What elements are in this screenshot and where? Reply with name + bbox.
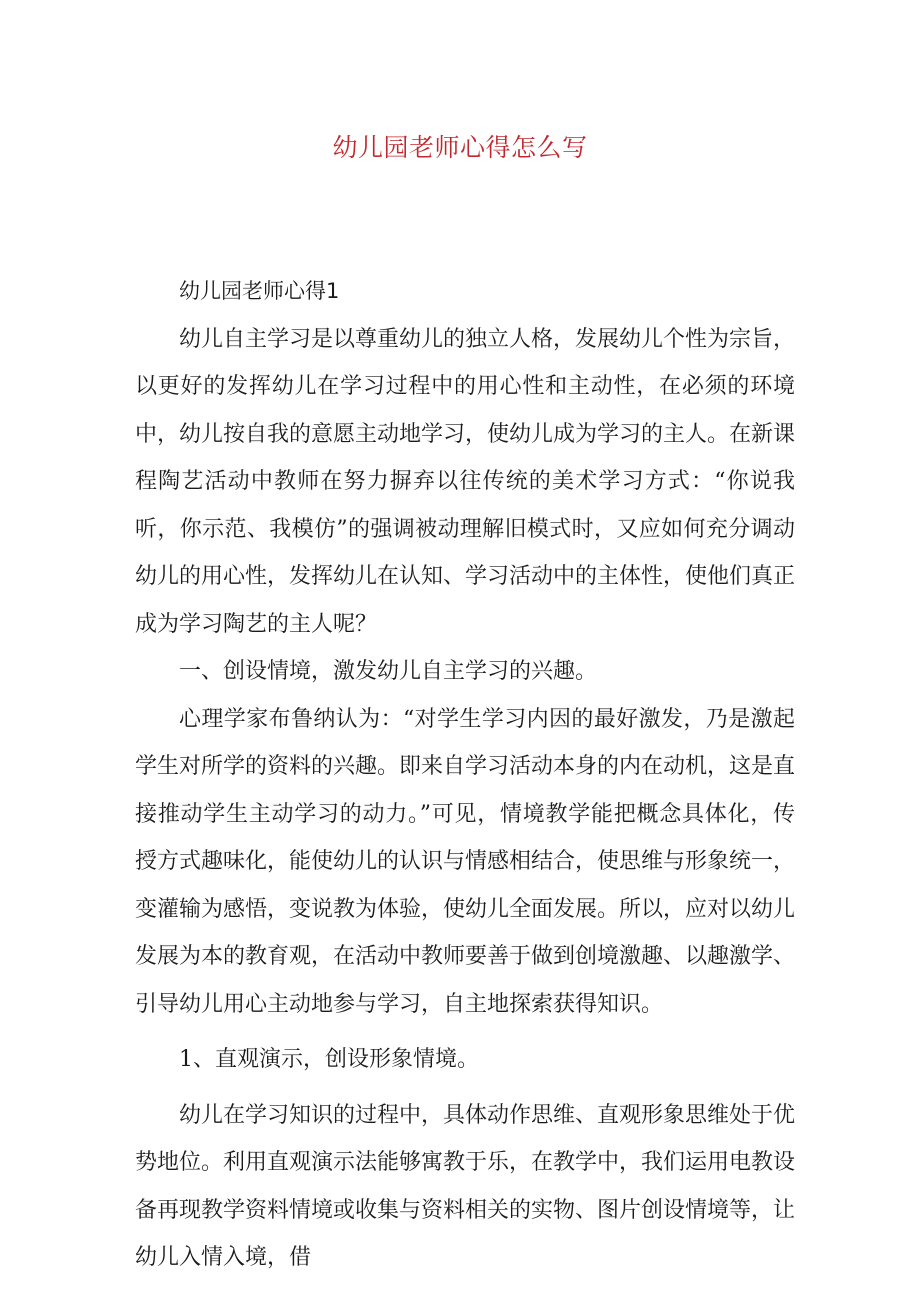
section-heading: 一、创设情境，激发幼儿自主学习的兴趣。 bbox=[179, 659, 598, 684]
document-body bbox=[135, 268, 795, 1282]
section-heading: 幼儿园老师心得1 bbox=[179, 279, 340, 303]
paragraph: 幼儿在学习知识的过程中，具体动作思维、直观形象思维处于优势地位。利用直观演示法能够寓教于乐，在教学中，我们运用电教设备再现教学资料情境或收集与资料相关的实物、图片创设情境等，让幼儿入情入境，借 bbox=[135, 1102, 796, 1270]
document-title: 幼儿园老师心得怎么写 bbox=[332, 133, 588, 162]
paragraph: 幼儿自主学习是以尊重幼儿的独立人格，发展幼儿个性为宗旨，以更好的发挥幼儿在学习过程中的用心性和主动性，在必须的环境中，幼儿按自我的意愿主动地学习，使幼儿成为学习的主人。在新课程陶艺活动中教师在努力摒弃以往传统的美术学习方式：“你说我听，你示范、我模仿”的强调被动理解旧模式时，又应如何充分调动幼儿的用心性，发挥幼儿在认知、学习活动中的主体性，使他们真正成为学习陶艺的主人呢？ bbox=[135, 326, 796, 637]
paragraph: 心理学家布鲁纳认为：“对学生学习内因的最好激发，乃是激起学生对所学的资料的兴趣。即来自学习活动本身的内在动机，这是直接推动学生主动学习的动力。”可见，情境教学能把概念具体化，传授方式趣味化，能使幼儿的认识与情感相结合，使思维与形象统一，变灌输为感悟，变说教为体验，使幼儿全面发展。所以，应对以幼儿发展为本的教育观，在活动中教师要善于做到创境激趣、以趣激学、引导幼儿用心主动地参与学习，自主地探索获得知识。 bbox=[135, 706, 796, 1017]
subsection-heading: 1、直观演示，创设形象情境。 bbox=[179, 1047, 479, 1072]
